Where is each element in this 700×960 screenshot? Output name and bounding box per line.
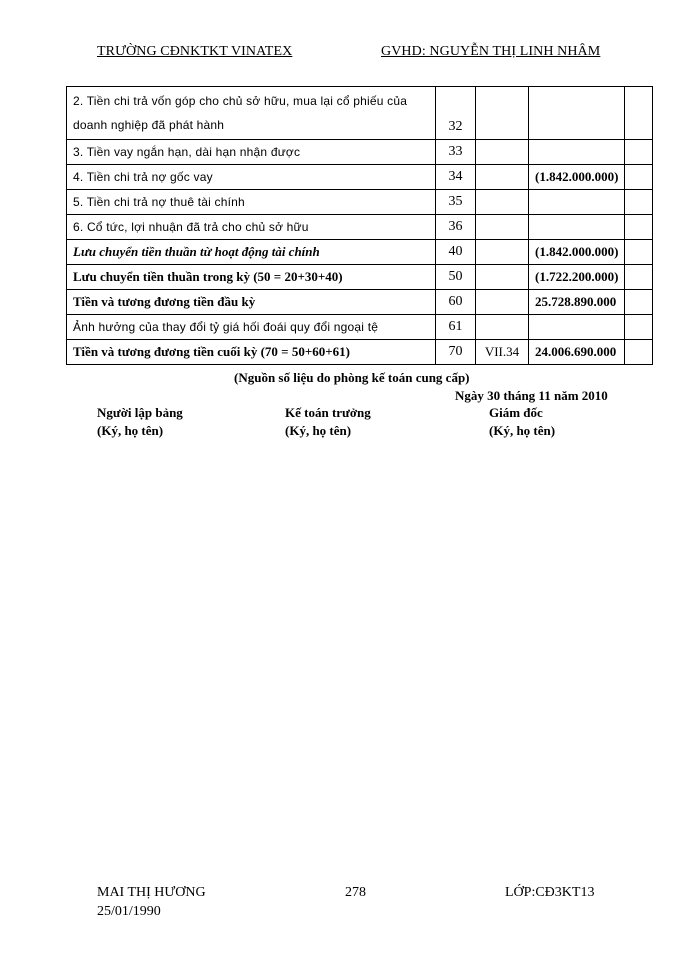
row-description: 4. Tiền chi trả nợ gốc vay (67, 165, 436, 190)
row-description: Lưu chuyển tiền thuần trong kỳ (50 = 20+30+40) (67, 265, 436, 290)
row-extra (625, 165, 653, 190)
row-note (476, 290, 529, 315)
row-description: Ảnh hưởng của thay đổi tỷ giá hối đoái quy đổi ngoại tệ (67, 315, 436, 340)
row-extra (625, 240, 653, 265)
row-amount: (1.722.200.000) (529, 265, 625, 290)
table-row (67, 87, 653, 140)
row-note (476, 315, 529, 340)
row-code: 61 (436, 315, 476, 340)
signature-instruction: (Ký, họ tên) (97, 423, 164, 438)
footer-student-name: MAI THỊ HƯƠNG (97, 885, 206, 900)
row-code: 60 (436, 290, 476, 315)
footer-student-dob: 25/01/1990 (97, 904, 161, 919)
row-amount: (1.842.000.000) (529, 240, 625, 265)
row-amount: 25.728.890.000 (529, 290, 625, 315)
row-note (476, 165, 529, 190)
row-amount (529, 215, 625, 240)
row-extra (625, 290, 653, 315)
row-extra (625, 87, 653, 140)
table-row (67, 265, 653, 290)
row-description: 3. Tiền vay ngắn hạn, dài hạn nhận được (67, 140, 436, 165)
header-instructor: GVHD: NGUYỄN THỊ LINH NHÂM (381, 44, 601, 59)
table-row (67, 165, 653, 190)
footer-class: LỚP:CĐ3KT13 (505, 885, 595, 900)
row-code: 32 (436, 87, 476, 140)
row-note (476, 140, 529, 165)
table-row (67, 315, 653, 340)
row-description-line2: doanh nghiệp đã phát hành (73, 118, 225, 132)
row-amount (529, 190, 625, 215)
row-code: 70 (436, 340, 476, 365)
signature-title: Kế toán trưởng (285, 405, 371, 420)
row-extra (625, 340, 653, 365)
signature-instruction: (Ký, họ tên) (285, 423, 352, 438)
row-code: 36 (436, 215, 476, 240)
table-row (67, 340, 653, 365)
row-code: 50 (436, 265, 476, 290)
row-description: Lưu chuyển tiền thuần từ hoạt động tài chính (67, 240, 436, 265)
row-amount (529, 315, 625, 340)
row-code: 40 (436, 240, 476, 265)
row-code: 33 (436, 140, 476, 165)
row-description (67, 87, 436, 140)
row-code: 34 (436, 165, 476, 190)
signature-director (489, 405, 555, 439)
signature-chief-accountant (285, 405, 371, 439)
row-note (476, 215, 529, 240)
table-row (67, 140, 653, 165)
source-note: (Nguồn số liệu do phòng kế toán cung cấp) (234, 370, 470, 385)
cash-flow-table (66, 86, 653, 365)
row-extra (625, 190, 653, 215)
row-note: VII.34 (476, 340, 529, 365)
row-description: 6. Cổ tức, lợi nhuận đã trả cho chủ sở hữu (67, 215, 436, 240)
signature-title: Người lập bảng (97, 405, 183, 420)
row-extra (625, 265, 653, 290)
page-number: 278 (345, 885, 366, 900)
table-row (67, 215, 653, 240)
header-school: TRƯỜNG CĐNKTKT VINATEX (97, 44, 293, 59)
row-note (476, 190, 529, 215)
row-extra (625, 215, 653, 240)
row-code: 35 (436, 190, 476, 215)
signature-instruction: (Ký, họ tên) (489, 423, 556, 438)
row-description: 5. Tiền chi trả nợ thuê tài chính (67, 190, 436, 215)
row-note (476, 240, 529, 265)
table-row (67, 240, 653, 265)
row-amount: (1.842.000.000) (529, 165, 625, 190)
row-amount (529, 87, 625, 140)
table-row (67, 290, 653, 315)
row-extra (625, 140, 653, 165)
signature-date: Ngày 30 tháng 11 năm 2010 (455, 388, 608, 403)
row-description: Tiền và tương đương tiền cuối kỳ (70 = 50+60+61) (67, 340, 436, 365)
row-amount (529, 140, 625, 165)
table-row (67, 190, 653, 215)
row-note (476, 265, 529, 290)
row-note (476, 87, 529, 140)
row-amount: 24.006.690.000 (529, 340, 625, 365)
row-description: Tiền và tương đương tiền đầu kỳ (67, 290, 436, 315)
row-description-line1: 2. Tiền chi trả vốn góp cho chủ sở hữu, mua lại cổ phiếu của (73, 94, 408, 108)
signature-preparer (97, 405, 183, 439)
signature-title: Giám đốc (489, 405, 543, 420)
row-extra (625, 315, 653, 340)
